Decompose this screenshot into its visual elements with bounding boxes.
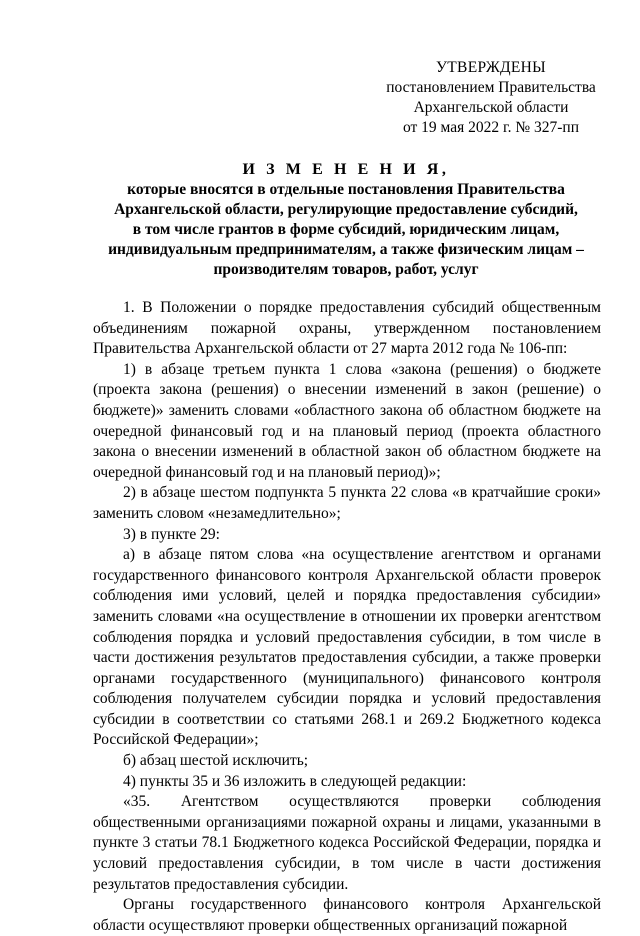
heading-line: которые вносятся в отдельные постановления Правительства bbox=[127, 181, 565, 198]
paragraph-subitem-2: 2) в абзаце шестом подпункта 5 пункта 22 слова «в кратчайшие сроки» заменить словом «незамедлительно»; bbox=[93, 484, 601, 522]
paragraph-point-35-cont: Органы государственного финансового контроля Архангельской области осуществляют проверки общественных организаций пожарной bbox=[93, 896, 601, 934]
paragraph-subitem-3a: а) в абзаце пятом слова «на осуществление агентством и органами государственного финансового контроля Архангельской области проверок соблюдения ими условий, целей и порядка предоставления субсидии» заменить словами «на осуществление в отношении их проверки агентством соблюдения порядка и условий предоставления субсидии, в том числе в части достижения результатов предоставления субсидии, а также проверки органами государственного (муниципального) финансового контроля соблюдения получателем субсидии порядка и условий предоставления субсидии в соответствии со статьями 268.1 и 269.2 Бюджетного кодекса Российской Федерации»; bbox=[93, 546, 601, 749]
paragraph-subitem-4: 4) пункты 35 и 36 изложить в следующей редакции: bbox=[123, 772, 467, 790]
document-heading bbox=[96, 160, 596, 280]
approval-region: Архангельской области bbox=[413, 99, 569, 116]
heading-line: Архангельской области, регулирующие предоставление субсидий, bbox=[114, 201, 578, 218]
paragraph-point-35: «35. Агентством осуществляются проверки соблюдения общественными организациями пожарной охраны и лицами, указанными в пункте 3 статьи 78.1 Бюджетного кодекса Российской Федерации, порядка и условий предоставления субсидии, в том числе в части достижения результатов предоставления субсидии. bbox=[93, 793, 601, 893]
paragraph-subitem-3: 3) в пункте 29: bbox=[123, 525, 220, 543]
approval-authority: постановлением Правительства bbox=[386, 79, 596, 96]
approval-date-number: от 19 мая 2022 г. № 327-пп bbox=[402, 119, 580, 136]
heading-line: в том числе грантов в форме субсидий, юридическим лицам, bbox=[132, 221, 560, 238]
approval-status: УТВЕРЖДЕНЫ bbox=[436, 59, 546, 76]
heading-line: индивидуальным предпринимателям, а также физическим лицам – bbox=[108, 241, 584, 258]
document-body bbox=[93, 298, 601, 936]
heading-title: И З М Е Н Е Н И Я, bbox=[242, 161, 450, 178]
paragraph-subitem-1: 1) в абзаце третьем пункта 1 слова «закона (решения) о бюджете (проекта закона (решения) о внесении изменений в закон (решение) о бюджете)» заменить словами «областного закона об областном бюджете на очередной финансовый год и на плановый период (проекта областного закона о внесении изменений в областной закон об областном бюджете на очередной финансовый год и на плановый период)»; bbox=[93, 360, 601, 481]
heading-line: производителям товаров, работ, услуг bbox=[213, 261, 479, 278]
paragraph-subitem-3b: б) абзац шестой исключить; bbox=[123, 752, 309, 770]
approval-stamp bbox=[360, 58, 622, 138]
paragraph-item-1: 1. В Положении о порядке предоставления субсидий общественным объединениям пожарной охраны, утвержденном постановлением Правительства Архангельской области от 27 марта 2012 года № 106-пп: bbox=[93, 299, 601, 358]
